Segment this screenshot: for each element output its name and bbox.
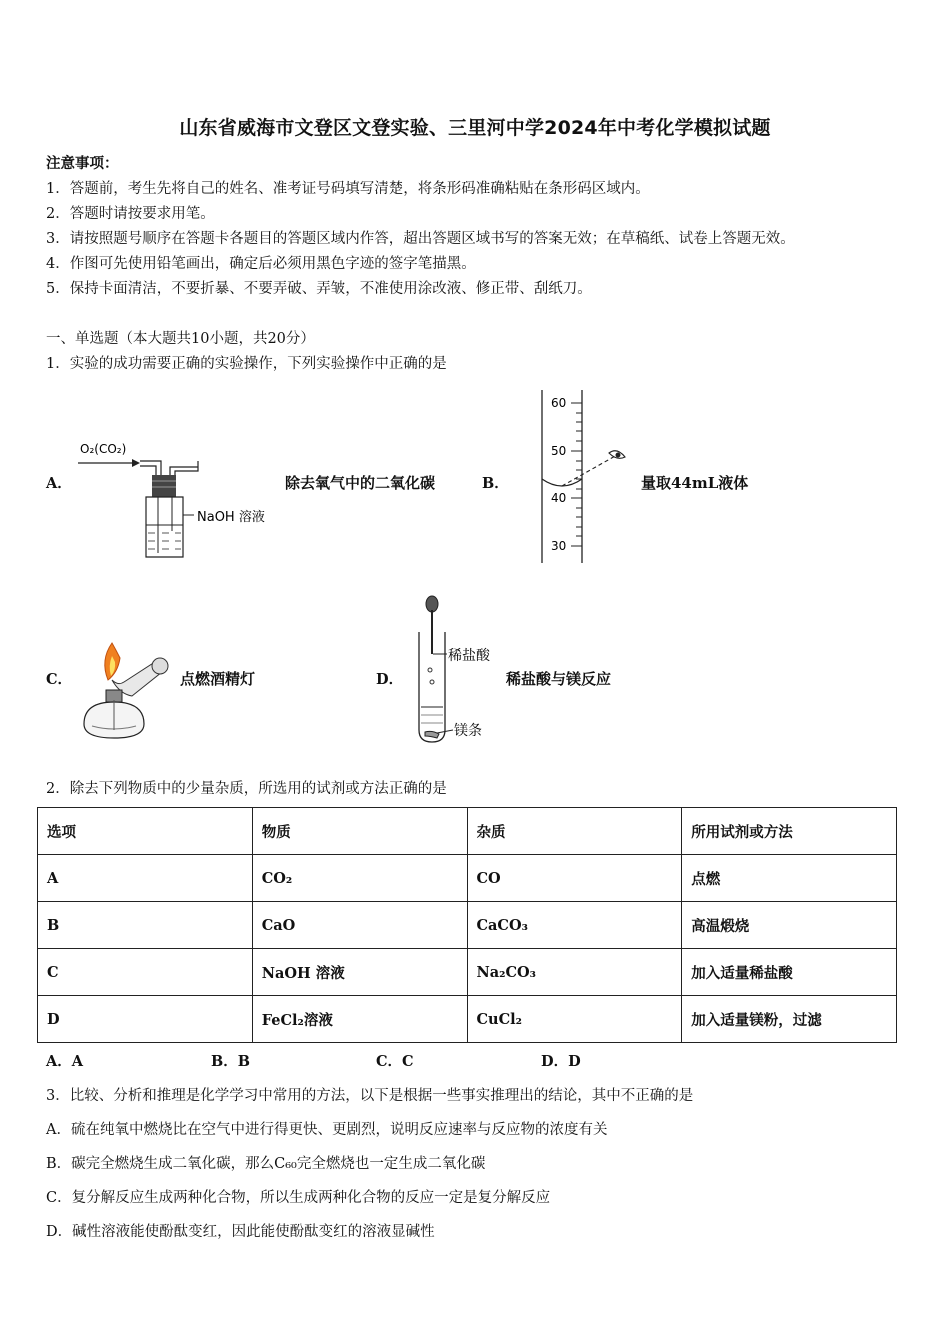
table-cell: Na₂CO₃ xyxy=(467,949,682,996)
q3-option: D．碱性溶液能使酚酞变红，因此能使酚酞变红的溶液显碱性 xyxy=(46,1224,435,1240)
q2-choice: A．A xyxy=(46,1053,84,1070)
q2-choice: D．D xyxy=(541,1053,581,1070)
q3-option: C．复分解反应生成两种化合物，所以生成两种化合物的反应一定是复分解反应 xyxy=(46,1190,551,1206)
tick-label: 50 xyxy=(551,444,567,458)
table-header: 物质 xyxy=(252,808,467,855)
question-3-stem: 3．比较、分析和推理是化学学习中常用的方法，以下是根据一些事实推理出的结论，其中不正确的是 xyxy=(46,1088,694,1104)
q2-choice: C．C xyxy=(376,1053,414,1070)
table-cell: 点燃 xyxy=(682,855,897,902)
tick-label: 60 xyxy=(551,396,567,410)
table-header: 杂质 xyxy=(467,808,682,855)
tick-label: 30 xyxy=(551,539,567,553)
table-cell: 加入适量稀盐酸 xyxy=(682,949,897,996)
table-cell: CaO xyxy=(252,902,467,949)
table-cell: 高温煅烧 xyxy=(682,902,897,949)
q3-option: B．碳完全燃烧生成二氧化碳，那么C₆₀完全燃烧也一定生成二氧化碳 xyxy=(46,1156,486,1172)
q3-option: A．硫在纯氧中燃烧比在空气中进行得更快、更剧烈，说明反应速率与反应物的浓度有关 xyxy=(46,1122,608,1138)
q1-option-d-caption: 稀盐酸与镁反应 xyxy=(506,670,612,688)
table-row xyxy=(38,949,897,996)
table-row xyxy=(38,902,897,949)
table-row xyxy=(38,996,897,1043)
q1-option-c-label: C． xyxy=(46,671,73,688)
notice-item: 3．请按照题号顺序在答题卡各题目的答题区域内作答，超出答题区域书写的答案无效；在草稿纸、试卷上答题无效。 xyxy=(46,231,795,247)
table-cell: D xyxy=(38,996,253,1043)
alcohol-lamp-figure xyxy=(78,638,178,746)
q1-option-b-label: B． xyxy=(482,475,509,492)
section-heading: 一、单选题（本大题共10小题，共20分） xyxy=(46,331,315,347)
q1-option-a-label: A． xyxy=(46,475,72,492)
question-2-stem: 2．除去下列物质中的少量杂质，所选用的试剂或方法正确的是 xyxy=(46,781,447,797)
page-title: 山东省威海市文登区文登实验、三里河中学2024年中考化学模拟试题 xyxy=(179,117,771,139)
graduated-cylinder-figure xyxy=(525,385,635,565)
table-cell: C xyxy=(38,949,253,996)
table-header: 所用试剂或方法 xyxy=(682,808,897,855)
gas-label: O₂(CO₂) xyxy=(80,442,127,456)
notice-item: 5．保持卡面清洁，不要折暴、不要弄破、弄皱，不准使用涂改液、修正带、刮纸刀。 xyxy=(46,281,592,297)
table-cell: NaOH 溶液 xyxy=(252,949,467,996)
table-header-row xyxy=(38,808,897,855)
notice-item: 1．答题前，考生先将自己的姓名、准考证号码填写清楚，将条形码准确粘贴在条形码区域内。 xyxy=(46,181,650,197)
q2-choice: B．B xyxy=(211,1053,251,1070)
notice-item: 2．答题时请按要求用笔。 xyxy=(46,206,215,222)
impurity-table xyxy=(37,807,897,1043)
table-cell: CO₂ xyxy=(252,855,467,902)
tick-label: 40 xyxy=(551,491,567,505)
q1-option-c-caption: 点燃酒精灯 xyxy=(180,670,256,688)
q1-option-d-label: D． xyxy=(376,671,404,688)
q2-choices xyxy=(46,1050,706,1071)
notice-item: 4．作图可先使用铅笔画出，确定后必须用黑色字迹的签字笔描黑。 xyxy=(46,256,476,272)
question-1-stem: 1．实验的成功需要正确的实验操作，下列实验操作中正确的是 xyxy=(46,356,447,372)
table-cell: 加入适量镁粉，过滤 xyxy=(682,996,897,1043)
q1-option-b-caption: 量取44mL液体 xyxy=(641,474,749,492)
notice-heading: 注意事项： xyxy=(46,155,119,172)
table-cell: FeCl₂溶液 xyxy=(252,996,467,1043)
test-tube-figure xyxy=(405,592,505,747)
table-cell: CO xyxy=(467,855,682,902)
table-cell: B xyxy=(38,902,253,949)
table-cell: CaCO₃ xyxy=(467,902,682,949)
liquid-label: NaOH 溶液 xyxy=(197,510,265,525)
table-header: 选项 xyxy=(38,808,253,855)
table-cell: A xyxy=(38,855,253,902)
table-cell: CuCl₂ xyxy=(467,996,682,1043)
table-row xyxy=(38,855,897,902)
gas-washing-bottle-figure xyxy=(76,435,286,570)
metal-label: 镁条 xyxy=(454,723,482,739)
q1-option-a-caption: 除去氧气中的二氧化碳 xyxy=(285,474,436,492)
acid-label: 稀盐酸 xyxy=(448,648,490,664)
